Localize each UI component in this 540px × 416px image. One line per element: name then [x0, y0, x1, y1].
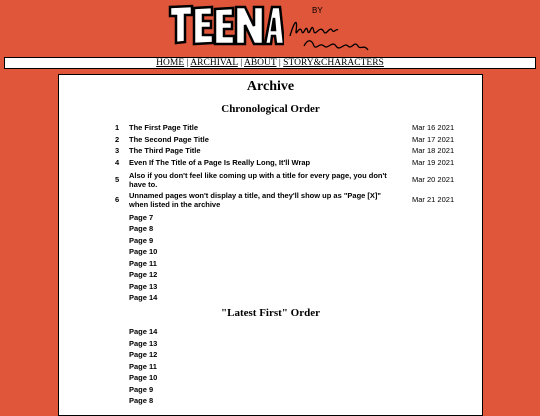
page-number: 6 — [115, 194, 120, 204]
list-item — [115, 247, 463, 259]
page-link[interactable]: The Second Page Title — [129, 134, 209, 144]
list-item — [115, 293, 463, 305]
nav-separator: | — [240, 58, 243, 68]
page-link[interactable]: Page 9 — [129, 384, 154, 394]
page-date: Mar 19 2021 — [412, 157, 455, 167]
list-item — [115, 282, 463, 294]
list-item — [115, 259, 463, 271]
page-number: 2 — [115, 134, 120, 144]
list-item — [115, 158, 463, 171]
list-item — [115, 213, 463, 225]
page-link[interactable]: Page 13 — [129, 338, 158, 348]
logo-lettering-graphic — [168, 4, 284, 48]
list-item — [115, 270, 463, 282]
page-link[interactable]: Page 13 — [129, 281, 158, 291]
nav-home-link[interactable]: HOME — [156, 58, 185, 68]
page-link[interactable]: Page 11 — [129, 258, 157, 268]
page-title: Archive — [246, 79, 295, 94]
page-link[interactable]: The Third Page Title — [129, 146, 201, 155]
page-link[interactable]: Page 12 — [129, 270, 158, 279]
nav-separator: | — [278, 58, 281, 68]
list-item — [115, 123, 463, 135]
page-link[interactable]: Page 10 — [129, 373, 158, 382]
page-link[interactable]: Page 7 — [129, 212, 154, 222]
list-item — [115, 171, 463, 191]
archive-panel — [58, 74, 483, 416]
page-date: Mar 21 2021 — [412, 194, 455, 204]
page-link[interactable]: Page 12 — [129, 350, 158, 359]
list-item — [115, 146, 463, 158]
artist-signature — [282, 2, 382, 56]
list-item — [115, 373, 463, 385]
latest-first-list — [115, 327, 463, 408]
nav-story-characters-link[interactable]: STORY&CHARACTERS — [283, 58, 384, 68]
list-item — [115, 224, 463, 236]
page-link[interactable]: Even If The Title of a Page Is Really Long, It'll Wrap — [129, 157, 311, 167]
page-date: Mar 16 2021 — [412, 123, 455, 132]
list-item — [115, 396, 463, 408]
list-item — [115, 135, 463, 147]
list-item — [115, 236, 463, 248]
list-item — [115, 362, 463, 374]
page-date: Mar 20 2021 — [412, 174, 455, 184]
list-item — [115, 350, 463, 362]
chronological-list — [115, 123, 463, 305]
page-number: 5 — [115, 174, 120, 184]
page-link[interactable]: Page 10 — [129, 247, 158, 256]
page-link[interactable]: Also if you don't feel like coming up with a title for every page, you don't have to. — [129, 170, 387, 189]
chronological-heading: Chronological Order — [221, 103, 320, 115]
list-item — [115, 339, 463, 351]
page-link[interactable]: Page 8 — [129, 396, 154, 405]
page-link[interactable]: The First Page Title — [129, 123, 199, 132]
page-date: Mar 17 2021 — [412, 134, 455, 144]
page-date: Mar 18 2021 — [412, 146, 455, 155]
teena-logo[interactable] — [168, 4, 284, 48]
list-item — [115, 385, 463, 397]
list-item — [115, 191, 463, 213]
by-label: BY — [312, 6, 323, 15]
page-number: 4 — [115, 157, 120, 167]
nav-about-link[interactable]: ABOUT — [243, 58, 277, 68]
page-link[interactable]: Page 14 — [129, 327, 158, 336]
latest-first-heading: "Latest First" Order — [221, 307, 320, 319]
page-link[interactable]: Page 9 — [129, 235, 154, 245]
nav-separator: | — [186, 58, 189, 68]
nav-archival-link[interactable]: ARCHIVAL — [190, 58, 238, 68]
top-navigation — [4, 57, 536, 69]
page-number: 3 — [115, 146, 120, 155]
page-link[interactable]: Page 8 — [129, 224, 154, 233]
site-header — [0, 0, 540, 56]
page-link[interactable]: Page 11 — [129, 361, 157, 371]
page-number: 1 — [115, 123, 120, 132]
list-item — [115, 327, 463, 339]
page-link[interactable]: Page 14 — [129, 293, 158, 302]
page-link[interactable]: Unnamed pages won't display a title, and they'll show up as "Page [X]" when listed in the archive — [129, 190, 381, 209]
